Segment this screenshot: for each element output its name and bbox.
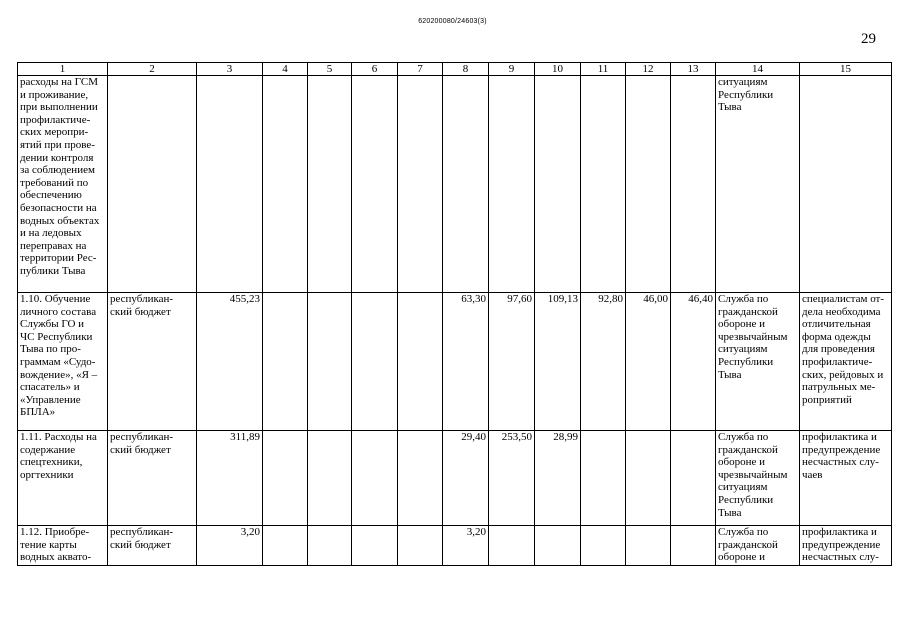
column-header: 13 [671, 63, 716, 76]
column-header: 9 [489, 63, 535, 76]
column-header: 5 [308, 63, 352, 76]
value-cell: 253,50 [489, 431, 535, 526]
column-header: 3 [197, 63, 263, 76]
budget-table [17, 62, 892, 566]
total-cell [197, 76, 263, 293]
value-cell [581, 76, 626, 293]
value-cell [535, 526, 581, 566]
table-row [18, 431, 892, 526]
value-cell [398, 293, 443, 431]
column-header: 8 [443, 63, 489, 76]
executor-cell: ситуациям Республики Тыва [716, 76, 800, 293]
total-cell: 311,89 [197, 431, 263, 526]
value-cell [308, 526, 352, 566]
measure-name-cell: 1.12. Приобре- тение карты водных аквато- [18, 526, 108, 566]
value-cell [443, 76, 489, 293]
header-row [18, 63, 892, 76]
total-cell: 3,20 [197, 526, 263, 566]
value-cell [671, 76, 716, 293]
funding-source-cell: республикан- ский бюджет [108, 293, 197, 431]
executor-cell: Служба по гражданской обороне и чрезвычайным ситуациям Республики Тыва [716, 293, 800, 431]
value-cell [581, 431, 626, 526]
table-row [18, 76, 892, 293]
value-cell [671, 526, 716, 566]
value-cell [626, 526, 671, 566]
table-row [18, 293, 892, 431]
value-cell [308, 293, 352, 431]
column-header: 2 [108, 63, 197, 76]
value-cell: 46,40 [671, 293, 716, 431]
column-header: 15 [800, 63, 892, 76]
value-cell [626, 431, 671, 526]
value-cell: 63,30 [443, 293, 489, 431]
value-cell: 3,20 [443, 526, 489, 566]
column-header: 14 [716, 63, 800, 76]
executor-cell: Служба по гражданской обороне и [716, 526, 800, 566]
total-cell: 455,23 [197, 293, 263, 431]
column-header: 4 [263, 63, 308, 76]
result-cell: специалистам от- дела необходима отличительная форма одежды для проведения профилактиче- ских, рейдовых и патрульных ме- роприятий [800, 293, 892, 431]
value-cell [398, 76, 443, 293]
value-cell: 29,40 [443, 431, 489, 526]
measure-name-cell: 1.11. Расходы на содержание спецтехники, оргтехники [18, 431, 108, 526]
value-cell [398, 526, 443, 566]
column-header: 1 [18, 63, 108, 76]
document-code: 620200080/24603(3) [418, 18, 487, 25]
value-cell [671, 431, 716, 526]
column-header: 7 [398, 63, 443, 76]
funding-source-cell: республикан- ский бюджет [108, 526, 197, 566]
value-cell [535, 76, 581, 293]
value-cell [263, 526, 308, 566]
value-cell [352, 431, 398, 526]
value-cell [489, 526, 535, 566]
value-cell: 46,00 [626, 293, 671, 431]
funding-source-cell [108, 76, 197, 293]
result-cell [800, 76, 892, 293]
value-cell [398, 431, 443, 526]
measure-name-cell: 1.10. Обучение личного состава Службы ГО и ЧС Республики Тыва по про- граммам «Судо- вождение», «Я – спасатель» и «Управление БПЛА» [18, 293, 108, 431]
value-cell: 97,60 [489, 293, 535, 431]
value-cell [581, 526, 626, 566]
value-cell [489, 76, 535, 293]
funding-source-cell: республикан- ский бюджет [108, 431, 197, 526]
value-cell [263, 293, 308, 431]
column-header: 12 [626, 63, 671, 76]
value-cell [352, 76, 398, 293]
value-cell [263, 76, 308, 293]
value-cell [626, 76, 671, 293]
result-cell: профилактика и предупреждение несчастных слу- чаев [800, 431, 892, 526]
value-cell: 109,13 [535, 293, 581, 431]
value-cell [352, 293, 398, 431]
value-cell [352, 526, 398, 566]
table-row [18, 526, 892, 566]
value-cell [308, 76, 352, 293]
executor-cell: Служба по гражданской обороне и чрезвычайным ситуациям Республики Тыва [716, 431, 800, 526]
value-cell [263, 431, 308, 526]
page-number: 29 [861, 31, 876, 47]
column-header: 6 [352, 63, 398, 76]
column-header: 10 [535, 63, 581, 76]
column-header: 11 [581, 63, 626, 76]
measure-name-cell: расходы на ГСМ и проживание, при выполнении профилактиче- ских меропри- ятий при прове- дении контроля за соблюдением требований по обеспечению безопасности на водных объектах и на ледовых переправах на территории Рес- публики Тыва [18, 76, 108, 293]
value-cell: 92,80 [581, 293, 626, 431]
value-cell: 28,99 [535, 431, 581, 526]
value-cell [308, 431, 352, 526]
result-cell: профилактика и предупреждение несчастных слу- [800, 526, 892, 566]
